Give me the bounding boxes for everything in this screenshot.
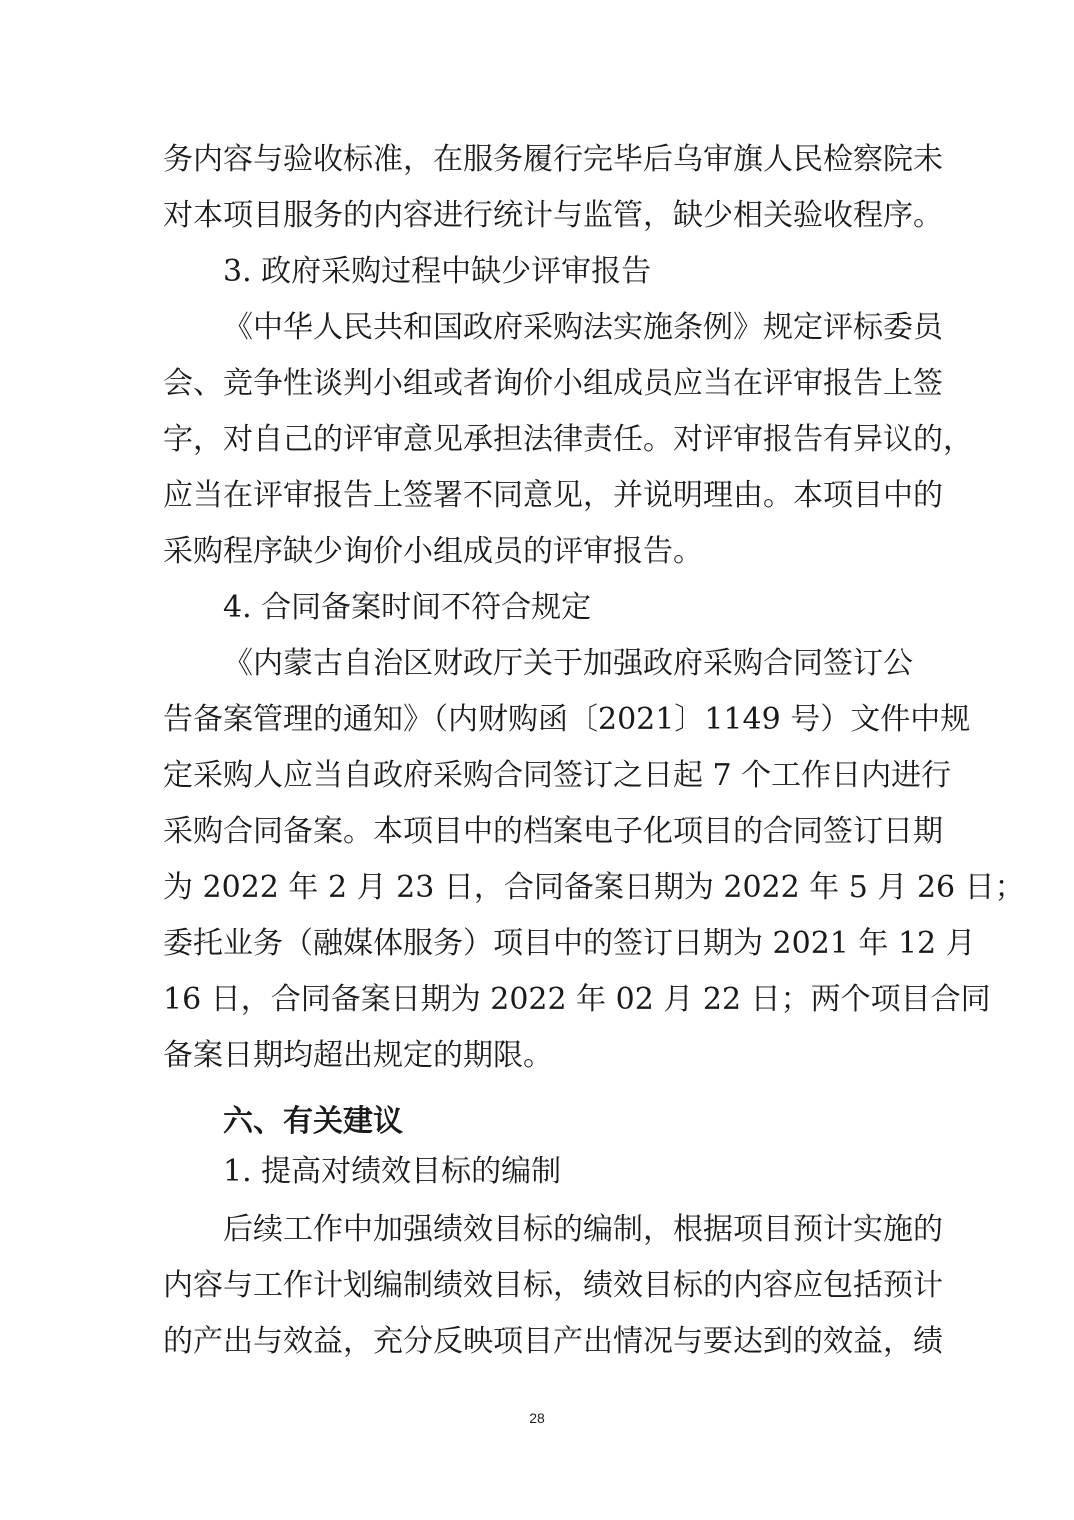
paragraph-line-8: 采购程序缺少询价小组成员的评审报告。 — [163, 534, 703, 569]
subheading-3: 3. 政府采购过程中缺少评审报告 — [223, 254, 652, 289]
paragraph-line-12: 定采购人应当自政府采购合同签订之日起 7 个工作日内进行 — [163, 758, 952, 793]
paragraph-line-7: 应当在评审报告上签署不同意见，并说明理由。本项目中的 — [163, 478, 943, 513]
page-number: 28 — [529, 1410, 545, 1426]
paragraph-line-15: 委托业务（融媒体服务）项目中的签订日期为 2021 年 12 月 — [163, 926, 976, 961]
paragraph-line-1: 务内容与验收标准，在服务履行完毕后乌审旗人民检察院未 — [163, 142, 943, 177]
subheading-1: 1. 提高对绩效目标的编制 — [223, 1154, 562, 1189]
paragraph-line-20: 后续工作中加强绩效目标的编制，根据项目预计实施的 — [223, 1212, 943, 1247]
subheading-4: 4. 合同备案时间不符合规定 — [223, 590, 592, 625]
paragraph-line-16: 16 日，合同备案日期为 2022 年 02 月 22 日；两个项目合同 — [163, 982, 991, 1017]
paragraph-line-4: 《中华人民共和国政府采购法实施条例》规定评标委员 — [223, 310, 943, 345]
paragraph-line-11: 告备案管理的通知》（内财购函〔2021〕1149 号）文件中规 — [163, 702, 971, 737]
paragraph-line-2: 对本项目服务的内容进行统计与监管，缺少相关验收程序。 — [163, 198, 943, 233]
paragraph-line-14: 为 2022 年 2 月 23 日，合同备案日期为 2022 年 5 月 26 日； — [163, 870, 1025, 905]
paragraph-line-13: 采购合同备案。本项目中的档案电子化项目的合同签订日期 — [163, 814, 943, 849]
paragraph-line-10: 《内蒙古自治区财政厅关于加强政府采购合同签订公 — [223, 646, 913, 681]
section-heading-six: 六、有关建议 — [223, 1104, 403, 1139]
paragraph-line-21: 内容与工作计划编制绩效目标，绩效目标的内容应包括预计 — [163, 1268, 943, 1303]
paragraph-line-17: 备案日期均超出规定的期限。 — [163, 1038, 553, 1073]
paragraph-line-5: 会、竞争性谈判小组或者询价小组成员应当在评审报告上签 — [163, 366, 943, 401]
paragraph-line-6: 字，对自己的评审意见承担法律责任。对评审报告有异议的， — [163, 422, 973, 457]
paragraph-line-22: 的产出与效益，充分反映项目产出情况与要达到的效益，绩 — [163, 1324, 943, 1359]
